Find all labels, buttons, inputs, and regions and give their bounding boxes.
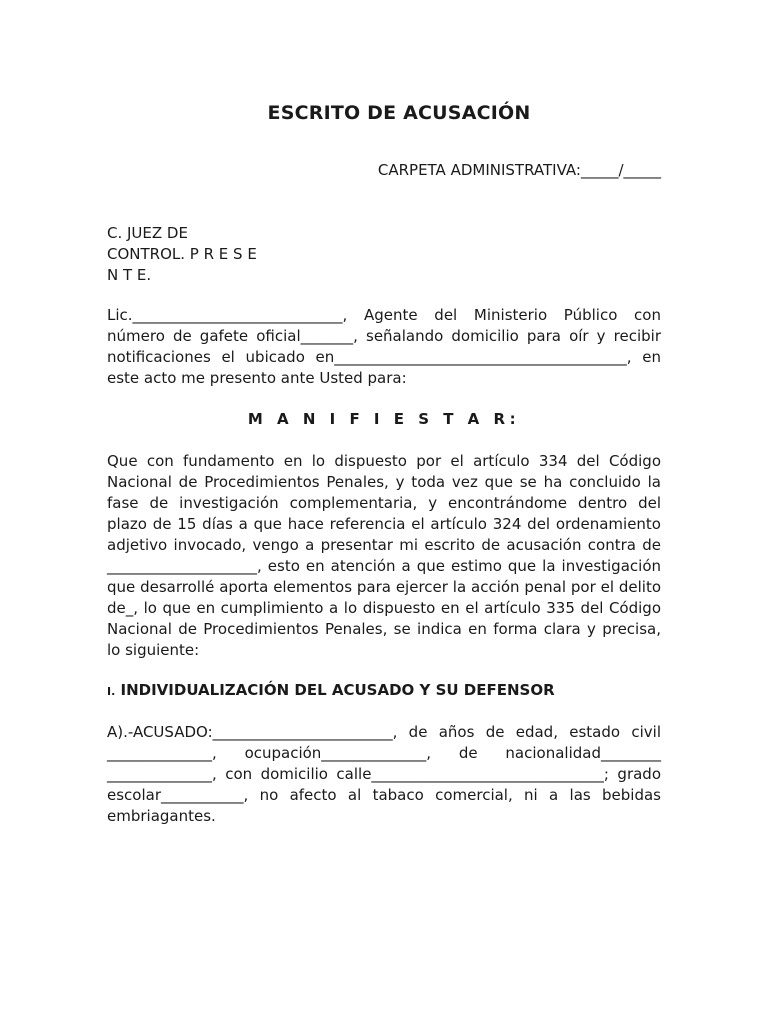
addressee-line-2: CONTROL. P R E S E (107, 245, 257, 263)
intro-paragraph: Lic.____________________________, Agente del Ministerio Público con número de gafete oficial_______, señalando domicilio para oír y recibir notificaciones el ubicado en_______________________________________, en este acto me presento ante Usted para: (107, 306, 661, 387)
body-paragraph: Que con fundamento en lo dispuesto por el artículo 334 del Código Nacional de Procedimientos Penales, y toda vez que se ha concluido la fase de investigación complementaria, y encontrándome dentro del plazo de 15 días a que hace referencia el artículo 324 del ordenamiento adjetivo invocado, vengo a presentar mi escrito de acusación contra de ____________________, esto en atención a que estimo que la investigación que desarrollé aporta elementos para ejercer la acción penal por el delito de_, lo que en cumplimiento a lo dispuesto en el artículo 335 del Código Nacional de Procedimientos Penales, se indica en forma clara y precisa, lo siguiente: (107, 452, 661, 659)
section-heading (107, 681, 555, 699)
document-title: ESCRITO DE ACUSACIÓN (267, 102, 531, 124)
accused-paragraph: A).-ACUSADO:________________________, de años de edad, estado civil ______________, ocupación______________, de nacionalidad________ ______________, con domicilio calle_______________________________; grado escolar___________, no afecto al tabaco comercial, ni a las bebidas embriagantes. (107, 723, 661, 825)
addressee-line-1: C. JUEZ DE (107, 224, 188, 242)
section-number: I. (107, 685, 116, 698)
addressee-block (107, 223, 277, 286)
addressee-line-3: N T E. (107, 266, 152, 284)
manifestar-heading: M A N I F I E S T A R: (247, 410, 521, 428)
section-title: INDIVIDUALIZACIÓN DEL ACUSADO Y SU DEFENSOR (120, 681, 555, 699)
carpeta-administrativa: CARPETA ADMINISTRATIVA:_____/_____ (377, 161, 661, 179)
